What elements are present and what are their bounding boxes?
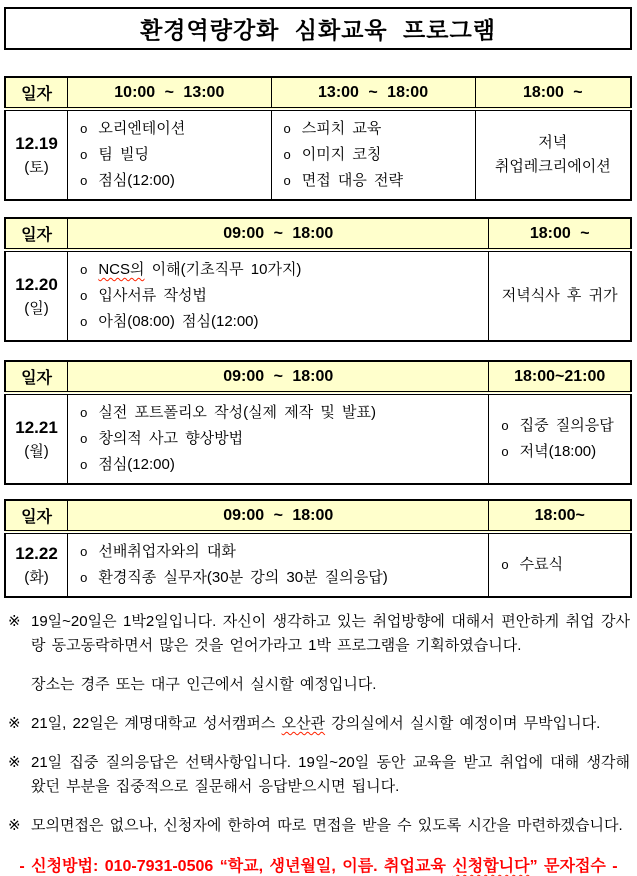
circle-bullet-icon: o — [80, 457, 88, 472]
schedule-cell — [489, 532, 631, 597]
schedule-item — [80, 565, 482, 591]
schedule-item — [501, 413, 624, 439]
schedule-item-label: 창의적 사고 향상방법 — [98, 430, 244, 447]
circle-bullet-icon: o — [80, 405, 88, 420]
schedule-item-label: 오리엔테이션 — [98, 120, 186, 137]
circle-bullet-icon: o — [80, 570, 88, 585]
schedule-item-label: 스피치 교육 — [301, 120, 382, 137]
table-row — [5, 532, 631, 597]
column-header: 13:00 ~ 18:00 — [271, 77, 475, 109]
day-label: (토) — [24, 158, 49, 176]
note-marker: ※ — [8, 715, 21, 732]
schedule-cell — [68, 532, 489, 597]
column-header: 09:00 ~ 18:00 — [68, 500, 489, 532]
circle-bullet-icon: o — [80, 544, 88, 559]
circle-bullet-icon: o — [80, 314, 88, 329]
schedule-item — [80, 116, 264, 142]
day-label: (월) — [24, 442, 49, 460]
schedule-cell — [68, 109, 271, 200]
column-header: 18:00~21:00 — [489, 361, 631, 393]
circle-bullet-icon: o — [283, 121, 291, 136]
date-cell — [5, 532, 68, 597]
schedule-cell-line: 저녁 — [538, 134, 568, 151]
column-header: 18:00 ~ — [489, 218, 631, 250]
schedule-item — [80, 283, 482, 309]
header-row — [5, 218, 631, 250]
table-row — [5, 109, 631, 200]
circle-bullet-icon: o — [501, 418, 509, 433]
schedule-item-label: NCS의 이해(기초직무 10가지) — [98, 261, 302, 278]
title-box — [4, 7, 632, 50]
column-header: 09:00 ~ 18:00 — [68, 218, 489, 250]
page-title: 환경역량강화 심화교육 프로그램 — [140, 17, 496, 43]
schedule-cell — [489, 250, 631, 341]
schedule-table-12.21 — [4, 360, 632, 485]
schedule-item — [284, 168, 469, 194]
header-row — [5, 500, 631, 532]
schedule-table-12.19 — [4, 76, 632, 201]
schedule-item-label: 실전 포트폴리오 작성(실제 제작 및 발표) — [98, 404, 376, 421]
schedule-table-12.20 — [4, 217, 632, 342]
note-paragraph — [8, 814, 630, 838]
date-label: 12.19 — [15, 133, 58, 153]
date-label: 12.21 — [15, 417, 58, 437]
circle-bullet-icon: o — [80, 173, 88, 188]
schedule-item-label: 수료식 — [519, 556, 564, 573]
column-header: 09:00 ~ 18:00 — [68, 361, 489, 393]
schedule-item-label: 선배취업자와의 대화 — [98, 543, 236, 560]
note-paragraph — [8, 712, 630, 736]
note-text: 장소는 경주 또는 대구 인근에서 실시할 예정입니다. — [31, 676, 377, 693]
schedule-item — [80, 257, 482, 283]
header-row — [5, 361, 631, 393]
note-paragraph — [8, 673, 630, 697]
notes-section — [8, 610, 630, 838]
schedule-item — [80, 426, 482, 452]
column-header: 18:00 ~ — [475, 77, 631, 109]
note-text: 21일 집중 질의응답은 선택사항입니다. 19일~20일 동안 교육을 받고 취업에 대해 생각해왔던 부분을 집중적으로 질문해서 응답받으시면 됩니다. — [31, 754, 630, 795]
date-cell — [5, 250, 68, 341]
note-marker: ※ — [8, 754, 21, 771]
schedule-cell — [271, 109, 475, 200]
circle-bullet-icon: o — [501, 557, 509, 572]
header-row — [5, 77, 631, 109]
column-header: 18:00~ — [489, 500, 631, 532]
circle-bullet-icon: o — [80, 262, 88, 277]
schedule-cell — [68, 393, 489, 484]
circle-bullet-icon: o — [283, 173, 291, 188]
schedule-tables — [4, 76, 632, 598]
schedule-item — [80, 309, 482, 335]
schedule-item-label: 집중 질의응답 — [519, 417, 614, 434]
table-row — [5, 250, 631, 341]
schedule-item — [80, 539, 482, 565]
schedule-item-label: 면접 대응 전략 — [301, 172, 404, 189]
schedule-item — [80, 400, 482, 426]
schedule-cell — [489, 393, 631, 484]
schedule-item — [80, 452, 482, 478]
schedule-item-label: 이미지 코칭 — [301, 146, 382, 163]
schedule-cell — [68, 250, 489, 341]
circle-bullet-icon: o — [80, 147, 88, 162]
schedule-cell-line: 저녁식사 후 귀가 — [501, 287, 618, 304]
schedule-item-label: 점심(12:00) — [98, 172, 175, 189]
note-text: 21일, 22일은 계명대학교 성서캠퍼스 오산관 강의실에서 실시할 예정이며 무박입니다. — [31, 715, 601, 732]
date-label: 12.22 — [15, 543, 58, 563]
day-label: (화) — [24, 568, 49, 586]
schedule-item — [501, 552, 624, 578]
schedule-item — [284, 116, 469, 142]
schedule-item-label: 팀 빌딩 — [98, 146, 149, 163]
schedule-item — [80, 168, 264, 194]
column-header: 일자 — [5, 361, 68, 393]
column-header: 10:00 ~ 13:00 — [68, 77, 271, 109]
schedule-item-label: 아침(08:00) 점심(12:00) — [98, 313, 259, 330]
circle-bullet-icon: o — [80, 121, 88, 136]
note-paragraph — [8, 610, 630, 658]
schedule-cell-line: 취업레크리에이션 — [494, 158, 611, 175]
spellcheck-underline: 오산관 — [281, 715, 326, 732]
circle-bullet-icon: o — [80, 431, 88, 446]
schedule-item-label: 입사서류 작성법 — [98, 287, 207, 304]
note-marker: ※ — [8, 613, 21, 630]
spellcheck-underline: NCS의 — [98, 261, 145, 278]
apply-instruction: - 신청방법: 010-7931-0506 “학교, 생년월일, 이름. 취업교육 신청합니다” 문자접수 - — [19, 858, 618, 875]
circle-bullet-icon: o — [501, 444, 509, 459]
note-marker: ※ — [8, 817, 21, 834]
schedule-item — [80, 142, 264, 168]
column-header: 일자 — [5, 77, 68, 109]
day-label: (일) — [24, 299, 49, 317]
schedule-item-label: 점심(12:00) — [98, 456, 175, 473]
date-cell — [5, 109, 68, 200]
schedule-cell — [475, 109, 631, 200]
schedule-item — [501, 439, 624, 465]
schedule-item — [284, 142, 469, 168]
note-text: 19일~20일은 1박2일입니다. 자신이 생각하고 있는 취업방향에 대해서 편안하게 취업 강사랑 동고동락하면서 많은 것을 얻어가라고 1박 프로그램을 기획하였습니다. — [31, 613, 630, 654]
circle-bullet-icon: o — [80, 288, 88, 303]
date-cell — [5, 393, 68, 484]
column-header: 일자 — [5, 218, 68, 250]
document-page — [0, 7, 637, 875]
column-header: 일자 — [5, 500, 68, 532]
schedule-item-label: 환경직종 실무자(30분 강의 30분 질의응답) — [98, 569, 388, 586]
circle-bullet-icon: o — [283, 147, 291, 162]
table-row — [5, 393, 631, 484]
note-paragraph — [8, 751, 630, 799]
schedule-table-12.22 — [4, 499, 632, 598]
date-label: 12.20 — [15, 274, 58, 294]
schedule-item-label: 저녁(18:00) — [519, 443, 597, 460]
spellcheck-underline: 신청합니다 — [452, 858, 530, 875]
note-text: 모의면접은 없으나, 신청자에 한하여 따로 면접을 받을 수 있도록 시간을 마련하겠습니다. — [31, 817, 623, 834]
